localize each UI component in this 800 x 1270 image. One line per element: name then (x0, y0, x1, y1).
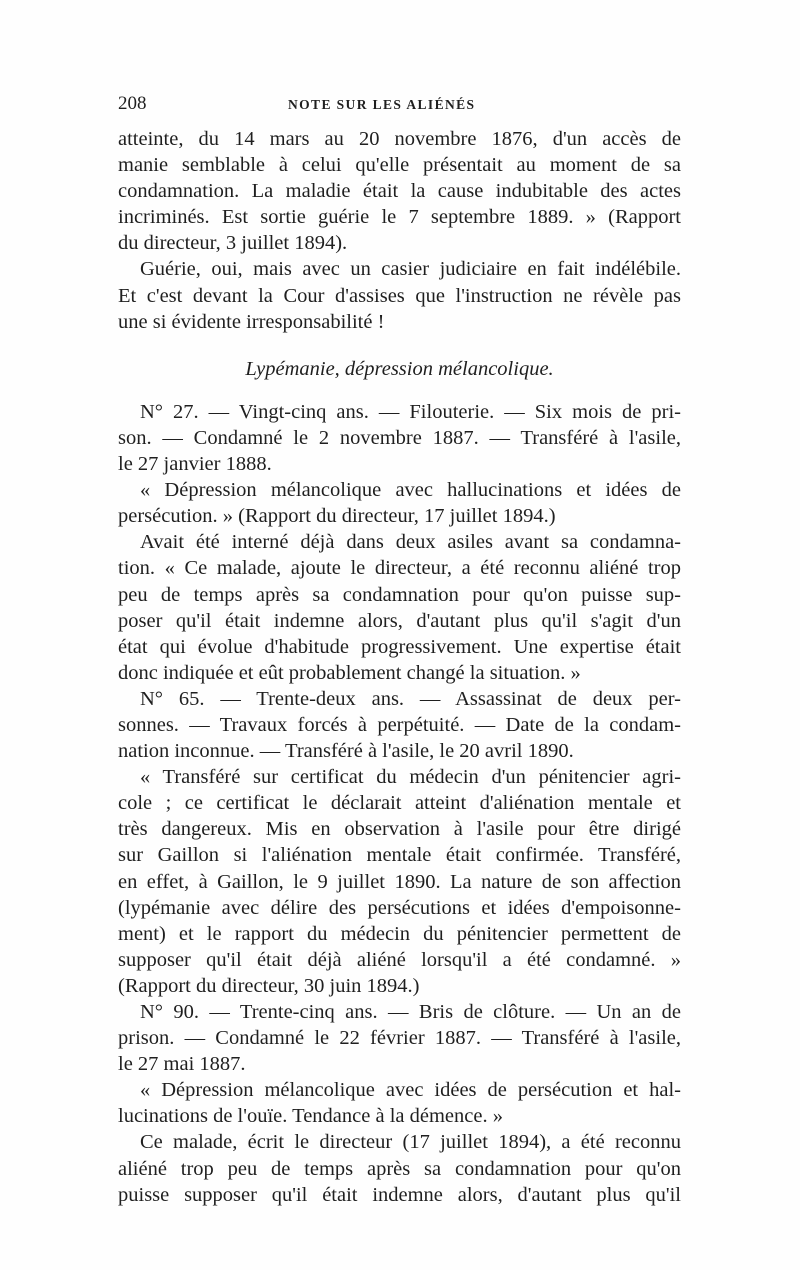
text-line: en effet, à Gaillon, le 9 juillet 1890. La nature de son affection (118, 870, 681, 893)
text-line: (Rapport du directeur, 30 juin 1894.) (118, 974, 420, 997)
text-line: le 27 janvier 1888. (118, 453, 272, 476)
text-line: supposer qu'il était déjà aliéné lorsqu'il a été condamné. » (118, 948, 681, 971)
text-line: très dangereux. Mis en observation à l'asile pour être dirigé (118, 818, 681, 841)
text-line: donc indiquée et eût probablement changé la situation. » (118, 661, 581, 684)
text-line: N° 90. — Trente-cinq ans. — Bris de clôture. — Un an de (140, 1001, 681, 1023)
text-line: le 27 mai 1887. (118, 1053, 246, 1076)
text-line: manie semblable à celui qu'elle présentait au moment de sa (118, 154, 681, 177)
text-line: lucinations de l'ouïe. Tendance à la démence. » (118, 1105, 503, 1128)
text-line: puisse supposer qu'il était indemne alors, d'autant plus qu'il (118, 1183, 681, 1206)
text-line: N° 65. — Trente-deux ans. — Assassinat de deux per- (140, 687, 681, 710)
text-line: (lypémanie avec délire des persécutions et idées d'empoisonne- (118, 896, 681, 919)
running-title: NOTE SUR LES ALIÉNÉS (288, 97, 476, 112)
text-line: N° 27. — Vingt-cinq ans. — Filouterie. — Six mois de pri- (140, 400, 681, 423)
text-line: peu de temps après sa condamnation pour qu'on puisse sup- (118, 583, 681, 606)
text-line: « Transféré sur certificat du médecin d'un pénitencier agri- (140, 766, 681, 789)
text-line: état qui évolue d'habitude progressivement. Une expertise était (118, 635, 681, 658)
text-line: prison. — Condamné le 22 février 1887. — Transféré à l'asile, (118, 1027, 681, 1050)
body-text (118, 126, 681, 1208)
text-line: persécution. » (Rapport du directeur, 17 juillet 1894.) (118, 505, 556, 528)
text-line: aliéné trop peu de temps après sa condamnation pour qu'on (118, 1157, 681, 1180)
text-line: condamnation. La maladie était la cause indubitable des actes (118, 180, 681, 203)
text-line: Guérie, oui, mais avec un casier judiciaire en fait indélébile. (140, 258, 681, 281)
section-heading: Lypémanie, dépression mélancolique. (245, 357, 554, 380)
text-line: son. — Condamné le 2 novembre 1887. — Transféré à l'asile, (118, 426, 681, 449)
text-line: du directeur, 3 juillet 1894). (118, 232, 348, 255)
text-line: poser qu'il était indemne alors, d'autant plus qu'il s'agit d'un (118, 609, 681, 632)
text-line: nation inconnue. — Transféré à l'asile, le 20 avril 1890. (118, 740, 574, 763)
text-line: une si évidente irresponsabilité ! (118, 310, 385, 333)
text-line: ment) et le rapport du médecin du pénitencier permettent de (118, 922, 681, 945)
text-line: atteinte, du 14 mars au 20 novembre 1876, d'un accès de (118, 128, 681, 150)
text-line: cole ; ce certificat le déclarait atteint d'aliénation mentale et (118, 792, 681, 815)
text-line: « Dépression mélancolique avec hallucinations et idées de (140, 479, 681, 502)
text-line: Ce malade, écrit le directeur (17 juillet 1894), a été reconnu (140, 1131, 681, 1154)
running-head (118, 92, 681, 120)
text-line: Avait été interné déjà dans deux asiles avant sa condamna- (140, 531, 681, 554)
text-line: sur Gaillon si l'aliénation mentale était confirmée. Transféré, (118, 844, 681, 867)
text-line: tion. « Ce malade, ajoute le directeur, a été reconnu aliéné trop (118, 557, 681, 580)
page-number: 208 (118, 93, 147, 114)
text-line: sonnes. — Travaux forcés à perpétuité. — Date de la condam- (118, 713, 681, 736)
text-line: « Dépression mélancolique avec idées de persécution et hal- (140, 1079, 681, 1102)
text-line: incriminés. Est sortie guérie le 7 septembre 1889. » (Rapport (118, 206, 681, 229)
text-line: Et c'est devant la Cour d'assises que l'instruction ne révèle pas (118, 284, 681, 307)
